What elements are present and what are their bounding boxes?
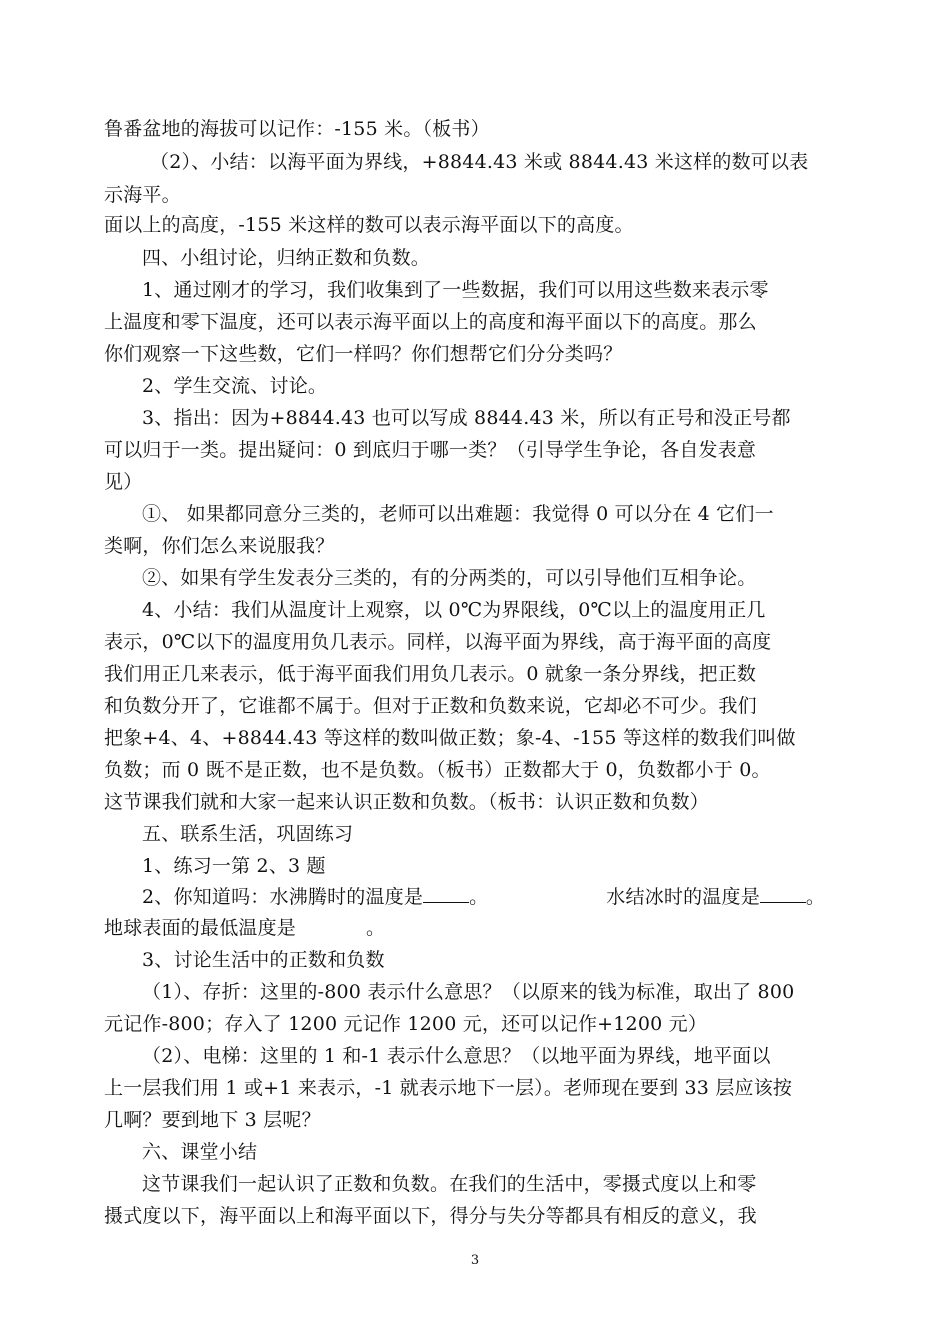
text-line: 上一层我们用 1 或+1 来表示，-1 就表示地下一层）。老师现在要到 33 层应该按 [104, 1077, 793, 1099]
text-line: ②、如果有学生发表分三类的，有的分两类的，可以引导他们互相争论。 [142, 567, 757, 589]
question-punct: 。 [805, 886, 826, 908]
question-line [104, 914, 864, 942]
text-line: 把象+4、4、+8844.43 等这样的数叫做正数；象-4、-155 等这样的数我们叫做 [104, 727, 796, 749]
text-line: 4、小结：我们从温度计上观察，以 0℃为界限线，0℃以上的温度用正几 [142, 599, 766, 621]
text-line: （1）、存折：这里的-800 表示什么意思？（以原来的钱为标准，取出了 800 [142, 981, 795, 1003]
section-heading: 六、课堂小结 [142, 1141, 258, 1163]
text-line: 这节课我们就和大家一起来认识正数和负数。（板书：认识正数和负数） [104, 791, 709, 813]
text-line: 这节课我们一起认识了正数和负数。在我们的生活中，零摄式度以上和零 [142, 1173, 757, 1195]
section-heading: 五、联系生活，巩固练习 [142, 823, 354, 845]
text-line: 元记作-800；存入了 1200 元记作 1200 元，还可以记作+1200 元） [104, 1013, 708, 1035]
text-line: 几啊？要到地下 3 层呢？ [104, 1109, 321, 1131]
text-line: （2）、小结：以海平面为界线，+8844.43 米或 8844.43 米这样的数可以表 [150, 151, 809, 173]
page-number: 3 [470, 1253, 480, 1268]
question-text: 地球表面的最低温度是 [104, 917, 297, 939]
text-line: 见） [104, 471, 143, 493]
answer-blank [760, 884, 806, 903]
question-text: 2、你知道吗：水沸腾时的温度是 [142, 886, 424, 908]
text-line: 鲁番盆地的海拔可以记作：-155 米。（板书） [104, 118, 490, 140]
question-punct: 。 [366, 917, 386, 939]
text-line: 负数；而 0 既不是正数，也不是负数。（板书）正数都大于 0，负数都小于 0。 [104, 759, 771, 781]
text-line: ①、 如果都同意分三类的，老师可以出难题：我觉得 0 可以分在 4 它们一 [142, 503, 774, 525]
text-line: 2、学生交流、讨论。 [142, 375, 328, 397]
text-line: 示海平。 [104, 184, 181, 206]
question-punct: 。 [469, 886, 489, 908]
text-line: 你们观察一下这些数，它们一样吗？你们想帮它们分分类吗？ [104, 343, 623, 365]
text-line: 3、讨论生活中的正数和负数 [142, 949, 385, 971]
question-text: 水结冰时的温度是 [606, 886, 760, 908]
text-line: 1、通过刚才的学习，我们收集到了一些数据，我们可以用这些数来表示零 [142, 279, 769, 301]
text-line: 3、指出：因为+8844.43 也可以写成 8844.43 米，所以有正号和没正号都 [142, 407, 791, 429]
text-line: 类啊，你们怎么来说服我？ [104, 535, 335, 557]
text-line: 可以归于一类。提出疑问：0 到底归于哪一类？（引导学生争论，各自发表意 [104, 439, 757, 461]
text-line: 摄式度以下，海平面以上和海平面以下，得分与失分等都具有相反的意义，我 [104, 1205, 757, 1227]
section-heading: 四、小组讨论，归纳正数和负数。 [142, 247, 431, 269]
text-line: 我们用正几来表示，低于海平面我们用负几表示。0 就象一条分界线，把正数 [104, 663, 757, 685]
text-line: 1、练习一第 2、3 题 [142, 855, 326, 877]
text-line: 上温度和零下温度，还可以表示海平面以上的高度和海平面以下的高度。那么 [104, 311, 757, 333]
text-line: 面以上的高度，-155 米这样的数可以表示海平面以下的高度。 [104, 214, 634, 236]
text-line: 表示，0℃以下的温度用负几表示。同样，以海平面为界线，高于海平面的高度 [104, 631, 772, 653]
question-line [142, 883, 902, 911]
text-line: 和负数分开了，它谁都不属于。但对于正数和负数来说，它却必不可少。我们 [104, 695, 757, 717]
text-line: （2）、电梯：这里的 1 和-1 表示什么意思？（以地平面为界线，地平面以 [142, 1045, 771, 1067]
answer-blank [423, 884, 469, 903]
